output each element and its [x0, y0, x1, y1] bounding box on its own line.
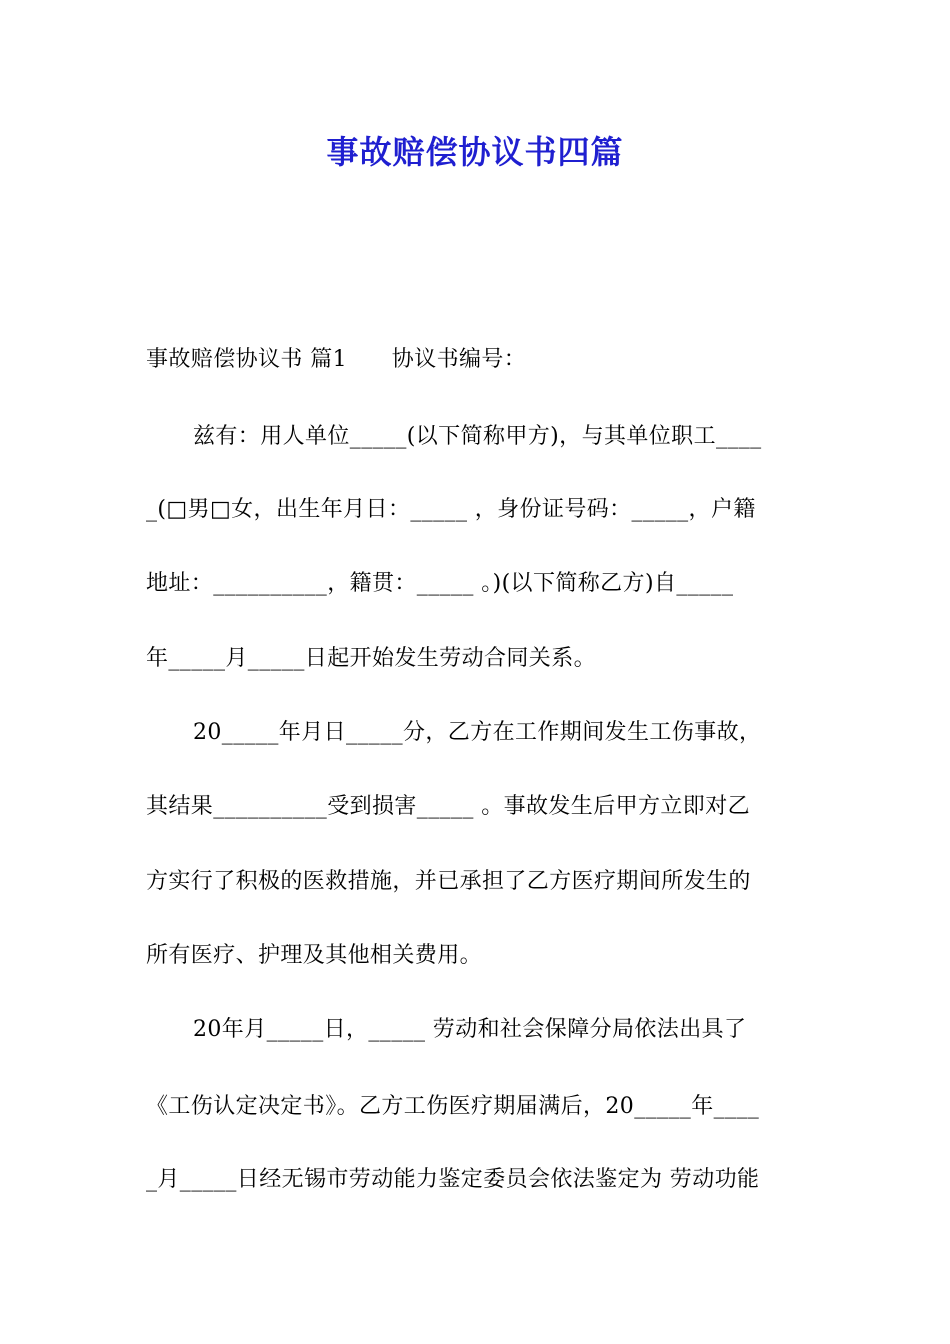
- text-line: 20年月_____日，_____ 劳动和社会保障分局依法出具了: [193, 1017, 747, 1042]
- text-line: 事故赔偿协议书 篇1 协议书编号：: [146, 347, 527, 372]
- text-line: 方实行了积极的医救措施，并已承担了乙方医疗期间所发生的: [146, 869, 751, 894]
- text-line: 《工伤认定决定书》。乙方工伤医疗期届满后，20_____年____: [146, 1094, 760, 1119]
- document-title: 事故赔偿协议书四篇: [326, 133, 624, 171]
- text-line: 所有医疗、护理及其他相关费用。: [146, 943, 483, 968]
- text-line: 其结果__________受到损害_____ 。事故发生后甲方立即对乙: [146, 794, 750, 819]
- text-line: 兹有：用人单位_____(以下简称甲方)，与其单位职工____: [193, 424, 762, 449]
- text-line: _(□男□女，出生年月日：_____ ，身份证号码：_____，户籍: [146, 497, 756, 522]
- text-line: 地址：__________，籍贯：_____ 。)(以下简称乙方)自_____: [146, 571, 734, 596]
- text-line: 年_____月_____日起开始发生劳动合同关系。: [146, 646, 597, 671]
- text-line: 20_____年月日_____分，乙方在工作期间发生工伤事故，: [193, 720, 762, 745]
- text-line: _月_____日经无锡市劳动能力鉴定委员会依法鉴定为 劳动功能: [146, 1167, 760, 1192]
